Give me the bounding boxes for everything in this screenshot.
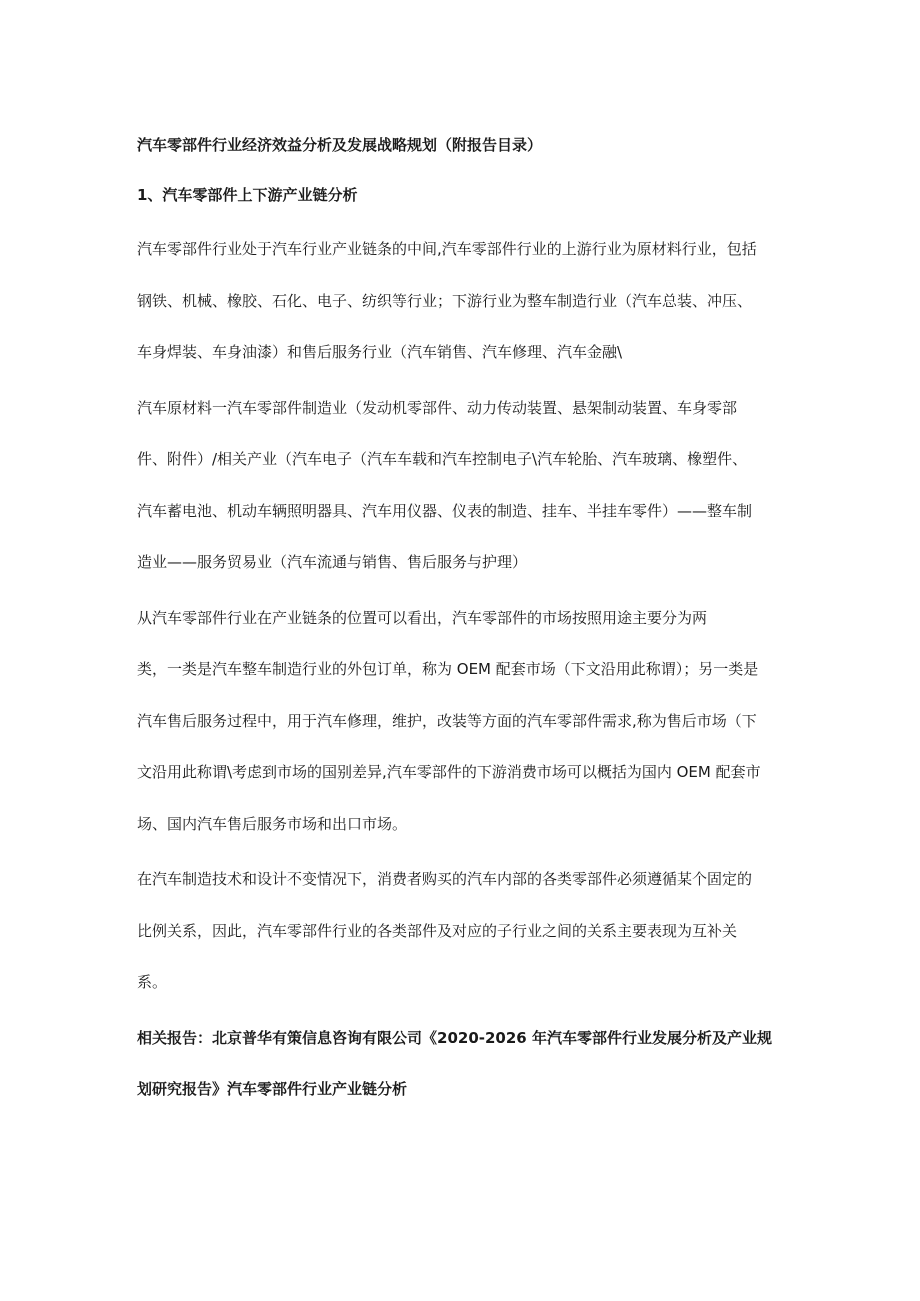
paragraph-complementary-relation bbox=[137, 854, 783, 1009]
text-line: 相关报告：北京普华有策信息咨询有限公司《2020-2026 年汽车零部件行业发展分析及产业规 bbox=[137, 1028, 772, 1047]
related-report bbox=[137, 1013, 783, 1116]
text-line: 钢铁、机械、橡胶、石化、电子、纺织等行业；下游行业为整车制造行业（汽车总装、冲压、 bbox=[137, 291, 753, 310]
text-line: 汽车原材料一汽车零部件制造业（发动机零部件、动力传动装置、悬架制动装置、车身零部 bbox=[137, 398, 738, 417]
text-line: 汽车售后服务过程中，用于汽车修理，维护，改装等方面的汽车零部件需求,称为售后市场（下 bbox=[137, 711, 757, 730]
text-line: 汽车蓄电池、机动车辆照明器具、汽车用仪器、仪表的制造、挂车、半挂车零件）——整车制 bbox=[137, 501, 753, 520]
text-line: 场、国内汽车售后服务市场和出口市场。 bbox=[137, 814, 408, 833]
text-line: 在汽车制造技术和设计不变情况下，消费者购买的汽车内部的各类零部件必须遵循某个固定的 bbox=[137, 870, 753, 888]
text-line: 划研究报告》汽车零部件行业产业链分析 bbox=[137, 1080, 408, 1098]
text-line: 比例关系，因此，汽车零部件行业的各类部件及对应的子行业之间的关系主要表现为互补关 bbox=[137, 921, 738, 940]
document-body bbox=[137, 128, 783, 1116]
paragraph-supply-chain bbox=[137, 383, 783, 589]
text-line: 系。 bbox=[137, 973, 168, 991]
text-line: 汽车零部件行业处于汽车行业产业链条的中间,汽车零部件行业的上游行业为原材料行业，包括 bbox=[137, 240, 757, 258]
text-line: 文沿用此称谓\考虑到市场的国别差异,汽车零部件的下游消费市场可以概括为国内 OEM 配套市 bbox=[137, 763, 761, 781]
paragraph-market-types bbox=[137, 593, 783, 851]
text-line: 件、附件）/相关产业（汽车电子（汽车车载和汽车控制电子\汽车轮胎、汽车玻璃、橡塑件、 bbox=[137, 450, 748, 468]
document-title: 汽车零部件行业经济效益分析及发展战略规划（附报告目录） bbox=[137, 136, 543, 154]
text-line: 类，一类是汽车整车制造行业的外包订单，称为 OEM 配套市场（下文沿用此称谓）；另一类是 bbox=[137, 660, 759, 678]
text-line: 从汽车零部件行业在产业链条的位置可以看出，汽车零部件的市场按照用途主要分为两 bbox=[137, 608, 708, 627]
text-line: 车身焊装、车身油漆）和售后服务行业（汽车销售、汽车修理、汽车金融\ bbox=[137, 343, 623, 361]
section-heading: 1、汽车零部件上下游产业链分析 bbox=[137, 186, 358, 204]
text-line: 造业——服务贸易业（汽车流通与销售、售后服务与护理） bbox=[137, 553, 528, 571]
paragraph-industry-position bbox=[137, 224, 783, 379]
